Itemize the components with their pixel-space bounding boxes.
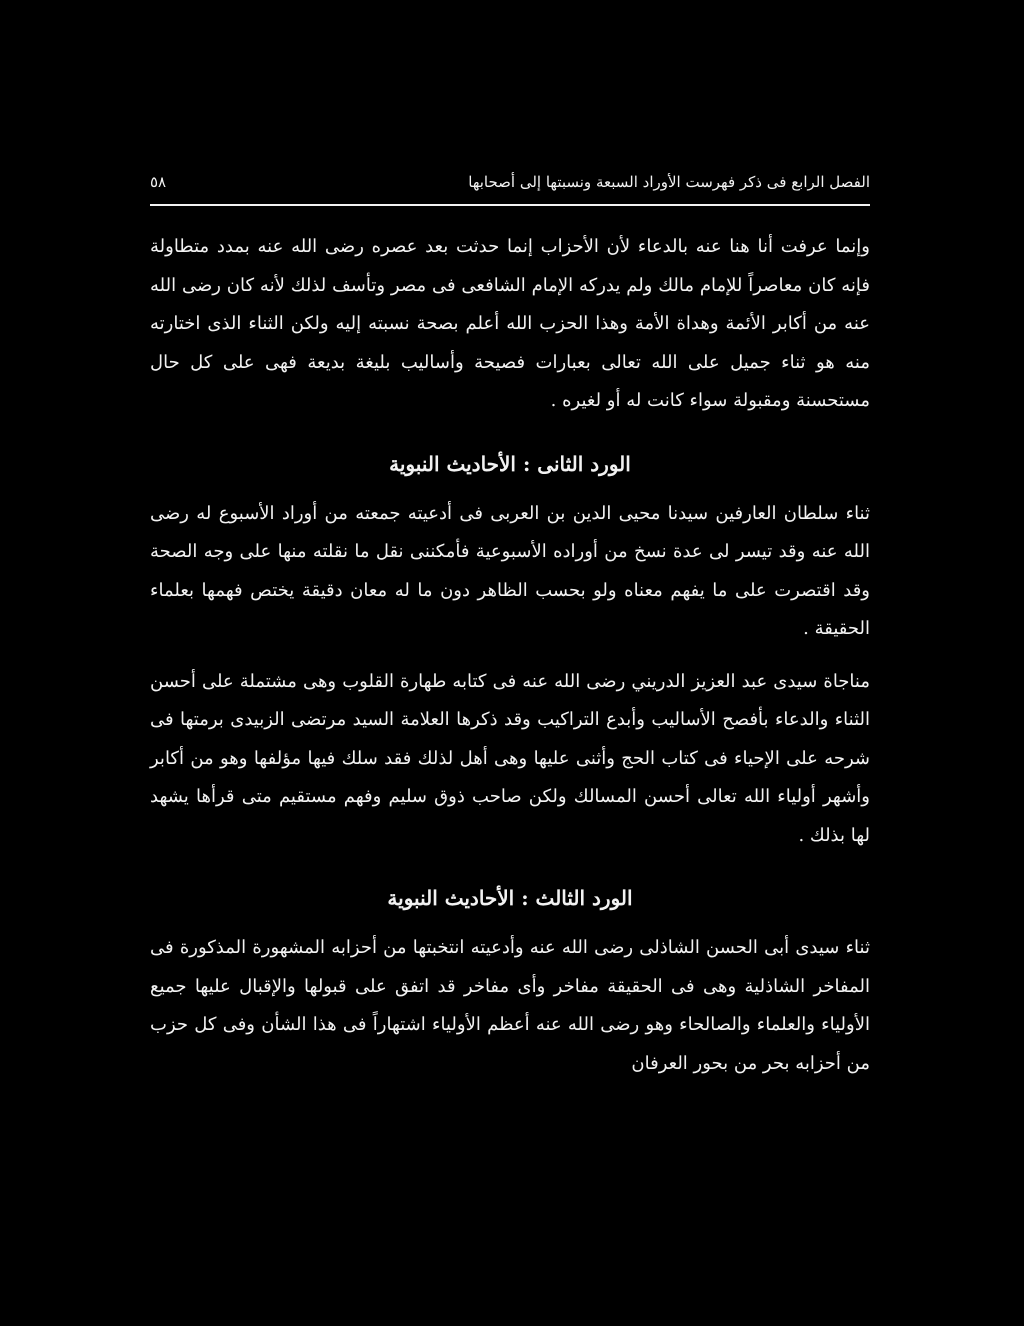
book-page — [150, 168, 870, 1083]
page-number: ٥٨ — [150, 173, 167, 191]
section-heading: الورد الثالث : الأحاديث النبوية — [387, 886, 633, 910]
running-header — [150, 168, 870, 196]
body-paragraph: ثناء سيدى أبى الحسن الشاذلى رضى الله عنه وأدعيته انتخبتها من أحزابه المشهورة المذكورة فى المفاخر الشاذلية وهى فى الحقيقة مفاخر وأى مفاخر قد اتفق على قبولها والإقبال عليها جميع الأولياء والعلماء والصالحاء وهو رضى الله عنه أعظم الأولياء اشتهاراً فى هذا الشأن وفى كل حزب من أحزابه بحر من بحور العرفان — [150, 937, 871, 1074]
body-paragraph: وإنما عرفت أنا هنا عنه بالدعاء لأن الأحزاب إنما حدثت بعد عصره رضى الله عنه بمدد متطاولة فإنه كان معاصراً للإمام مالك ولم يدركه الإمام الشافعى فى مصر وتأسف لذلك لأنه كان رضى الله عنه من أكابر الأئمة وهداة الأمة وهذا الحزب الله أعلم بصحة نسبته إليه ولكن الثناء الذى اختارته منه هو ثناء جميل على الله تعالى بعبارات فصيحة وأساليب بليغة بديعة فهى على كل حال مستحسنة ومقبولة سواء كانت له أو لغيره . — [150, 236, 870, 411]
body-paragraph: ثناء سلطان العارفين سيدنا محيى الدين بن العربى فى أدعيته جمعته من أوراد الأسبوع له رضى الله عنه وقد تيسر لى عدة نسخ من أوراده الأسبوعية فأمكننى نقل ما نقلته منها على وجه الصحة وقد اقتصرت على ما يفهم معناه ولو بحسب الظاهر دون ما له معان دقيقة يختص فهمها بعلماء الحقيقة . — [150, 502, 870, 639]
body-paragraph: مناجاة سيدى عبد العزيز الدريني رضى الله عنه فى كتابه طهارة القلوب وهى مشتملة على أحسن الثناء والدعاء بأفصح الأساليب وأبدع التراكيب وقد ذكرها العلامة السيد مرتضى الزبيدى برمتها فى شرحه على الإحياء فى كتاب الحج وأثنى عليها وهى أهل لذلك فقد سلك فيها مؤلفها وهو من أكابر وأشهر أولياء الله تعالى أحسن المسالك ولكن صاحب ذوق سليم وفهم مستقيم متى قرأها يشهد لها بذلك . — [150, 670, 870, 846]
running-title: الفصل الرابع فى ذكر فهرست الأوراد السبعة ونسبتها إلى أصحابها — [468, 173, 870, 191]
section-heading: الورد الثانى : الأحاديث النبوية — [389, 451, 631, 476]
section-gap — [150, 855, 870, 869]
section-gap — [150, 421, 870, 435]
header-rule — [150, 204, 870, 206]
paragraph-gap — [150, 649, 870, 663]
